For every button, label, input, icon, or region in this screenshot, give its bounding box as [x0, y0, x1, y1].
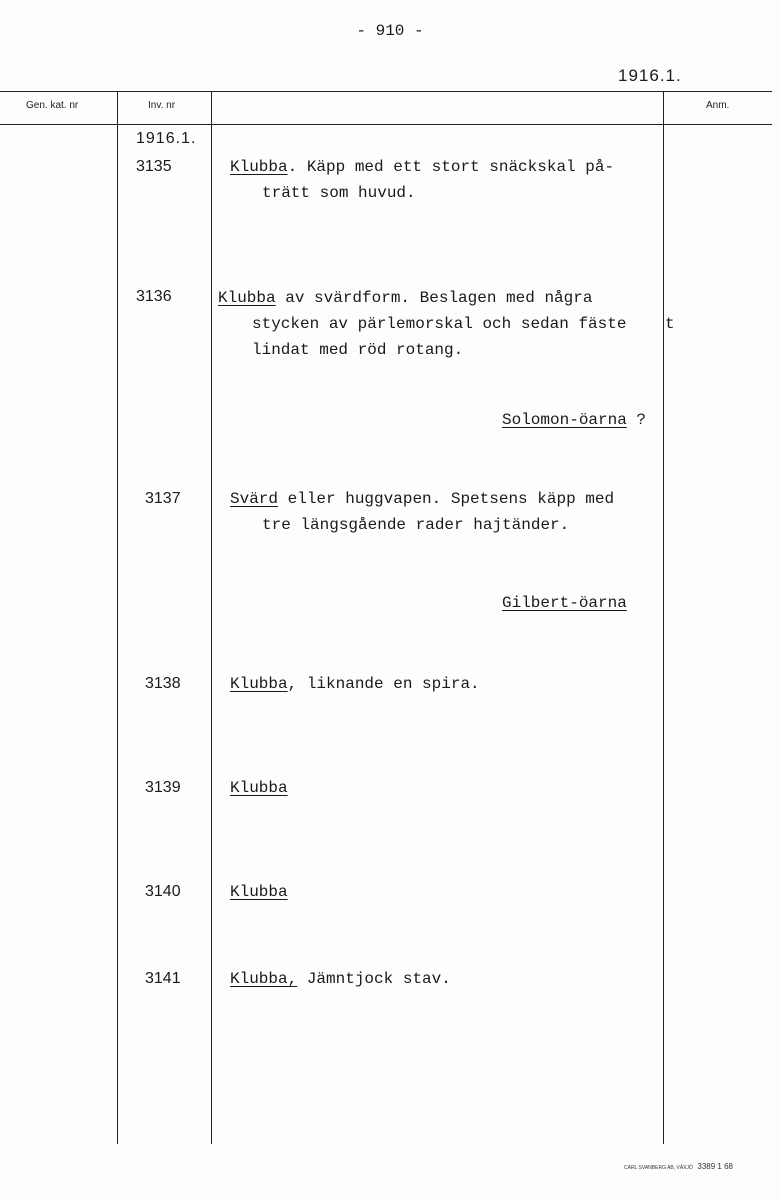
inv-number: 3138 [145, 675, 181, 692]
entry-description [230, 879, 288, 905]
page-number: - 910 - [356, 22, 424, 40]
inv-number: 3135 [136, 158, 172, 175]
inv-number: 3136 [136, 288, 172, 305]
entry-description: Klubba av svärdform. Beslagen med några [218, 289, 593, 307]
object-name: Klubba [230, 779, 288, 797]
table-top-rule [0, 91, 772, 92]
column-divider-gen [117, 91, 118, 1144]
entry-description-continued: stycken av pärlemorskal och sedan fäste [252, 315, 627, 333]
entry-description-continued: lindat med röd rotang. [252, 341, 464, 359]
column-divider-inv [211, 91, 212, 1144]
column-divider-anm [663, 91, 664, 1144]
table-header-rule [0, 124, 772, 125]
overflow-letter: t [665, 315, 675, 333]
entry-description: Klubba, liknande en spira. [230, 675, 480, 693]
printer-mark: CARL SVANBERG AB, VÄXJÖ 3389 1 68 [624, 1162, 733, 1171]
column-header-inv: Inv. nr [148, 100, 176, 111]
object-name: Svärd [230, 490, 279, 508]
inv-number: 3140 [145, 883, 181, 900]
inv-number: 3141 [145, 970, 181, 987]
inv-series-label: 1916.1. [136, 130, 197, 147]
entry-description: Klubba. Käpp med ett stort snäckskal på- [230, 158, 615, 176]
entry-description: Svärd eller huggvapen. Spetsens käpp med [230, 490, 615, 508]
column-header-anm: Anm. [706, 100, 730, 111]
inv-number: 3137 [145, 490, 181, 507]
inv-number: 3139 [145, 779, 181, 796]
entry-description: Klubba, Jämntjock stav. [230, 970, 451, 988]
entry-description-continued: tre längsgående rader hajtänder. [262, 516, 570, 534]
header-year: 1916.1. [618, 66, 682, 85]
locality-label: Gilbert-öarna [502, 594, 627, 612]
object-name: Klubba [230, 675, 288, 693]
entry-description-continued: trätt som huvud. [262, 184, 416, 202]
object-name: Klubba [230, 883, 288, 901]
object-name: Klubba, [230, 970, 298, 988]
locality-label: Solomon-öarna ? [502, 411, 647, 429]
object-name: Klubba [230, 158, 288, 176]
entry-description [230, 775, 288, 801]
object-name: Klubba [218, 289, 276, 307]
column-header-gen-kat: Gen. kat. nr [26, 100, 79, 111]
